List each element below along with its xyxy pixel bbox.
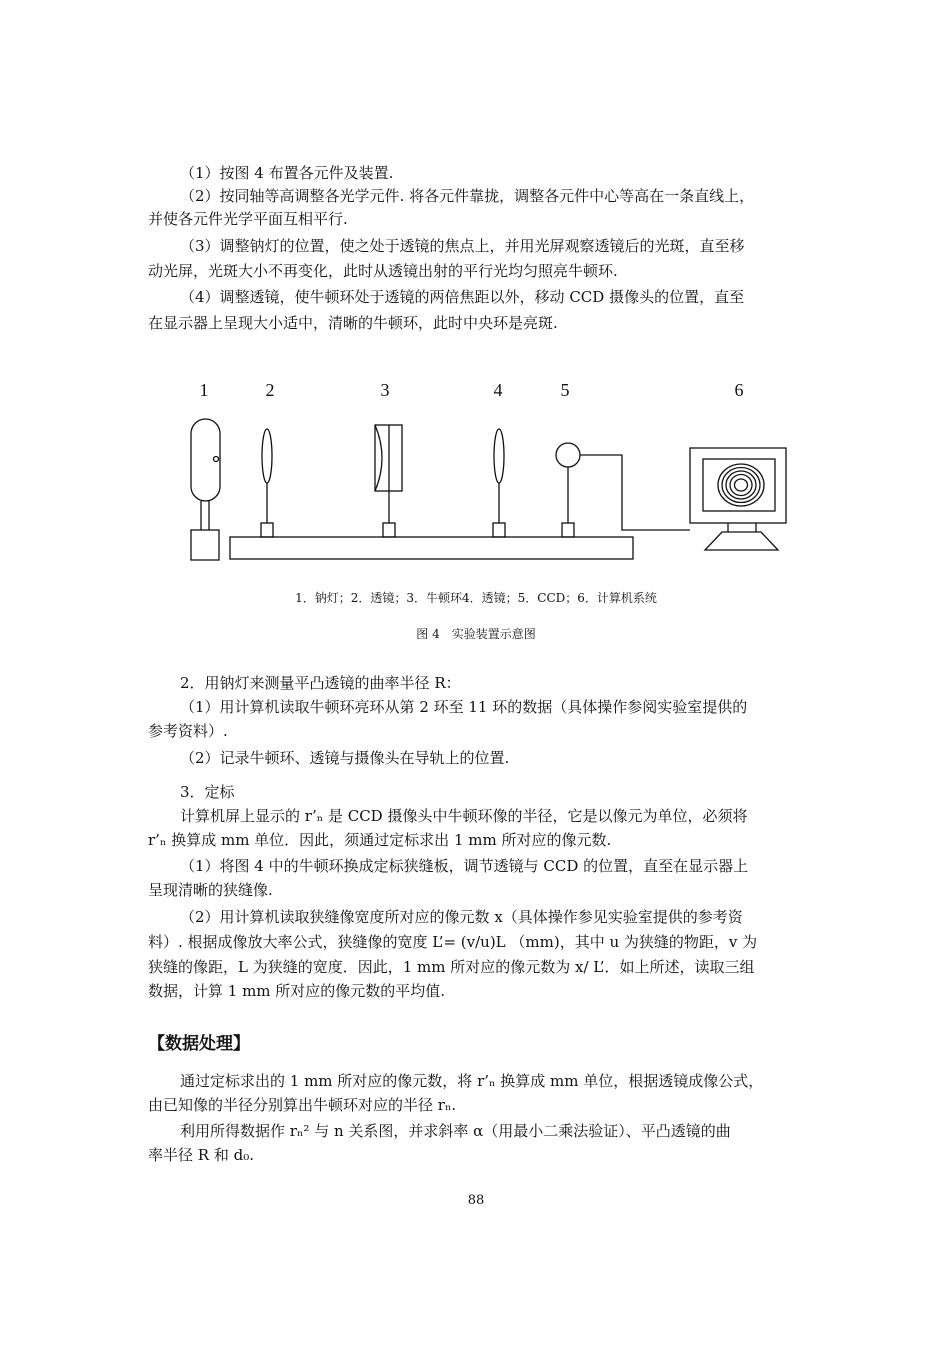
section-3-p2-line-1: （2）用计算机读取狭缝像宽度所对应的像元数 x（具体操作参见实验室提供的参考资 — [180, 908, 743, 926]
step-1: （1）按图 4 布置各元件及装置. — [180, 164, 394, 182]
figure-caption: 图 4 实验装置示意图 — [416, 627, 536, 641]
ccd-camera — [556, 443, 690, 537]
section-3-p2-line-3: 狭缝的像距，L 为狭缝的宽度．因此，1 mm 所对应的像元数为 x/ L’．如上所述，读取三组 — [148, 958, 755, 976]
section-3-p2-line-4: 数据，计算 1 mm 所对应的像元数的平均值. — [148, 982, 446, 1000]
component-label-4: 4 — [493, 380, 503, 400]
component-label-6: 6 — [734, 380, 744, 400]
section-3-p1-line-2: 呈现清晰的狭缝像. — [148, 881, 273, 899]
step-2-line-1: （2）按同轴等高调整各光学元件. 将各元件靠拢，调整各元件中心等高在一条直线上， — [180, 187, 755, 205]
lens-4 — [493, 429, 505, 537]
component-label-3: 3 — [380, 380, 390, 400]
section-3-p1-line-1: （1）将图 4 中的牛顿环换成定标狭缝板，调节透镜与 CCD 的位置，直至在显示器上 — [180, 857, 749, 875]
apparatus-diagram — [0, 370, 952, 570]
data-processing-heading: 【数据处理】 — [148, 1034, 250, 1054]
section-2-p1-line-2: 参考资料）. — [148, 722, 228, 740]
section-3-title: 3．定标 — [180, 783, 235, 801]
newton-rings — [375, 425, 402, 537]
component-label-1: 1 — [199, 380, 209, 400]
lens-2 — [261, 429, 273, 537]
figure-legend: 1．钠灯；2．透镜；3．牛顿环4．透镜；5．CCD；6．计算机系统 — [295, 591, 657, 605]
data-p2-line-1: 利用所得数据作 rₙ² 与 n 关系图，并求斜率 α（用最小二乘法验证）、平凸透镜的曲 — [180, 1122, 731, 1140]
component-label-2: 2 — [265, 380, 275, 400]
step-4-line-2: 在显示器上呈现大小适中，清晰的牛顿环，此时中央环是亮斑. — [148, 314, 558, 332]
section-2-p1-line-1: （1）用计算机读取牛顿环亮环从第 2 环至 11 环的数据（具体操作参阅实验室提供的 — [180, 698, 748, 716]
page-number: 88 — [467, 1193, 485, 1208]
step-4-line-1: （4）调整透镜，使牛顿环处于透镜的两倍焦距以外，移动 CCD 摄像头的位置，直至 — [180, 288, 745, 306]
step-3-line-1: （3）调整钠灯的位置，使之处于透镜的焦点上，并用光屏观察透镜后的光斑，直至移 — [180, 237, 745, 255]
section-2-title: 2．用钠灯来测量平凸透镜的曲率半径 R： — [180, 674, 461, 692]
step-3-line-2: 动光屏，光斑大小不再变化，此时从透镜出射的平行光均匀照亮牛顿环. — [148, 262, 618, 280]
step-2-line-2: 并使各元件光学平面互相平行. — [148, 210, 348, 228]
section-2-p2: （2）记录牛顿环、透镜与摄像头在导轨上的位置. — [180, 749, 510, 767]
section-3-p2-line-2: 料）. 根据成像放大率公式，狭缝像的宽度 L’= (v/u)L （mm)，其中 u 为狭缝的物距，v 为 — [148, 933, 758, 951]
computer-monitor — [690, 448, 786, 550]
sodium-lamp — [191, 419, 220, 560]
data-p1-line-2: 由已知像的半径分别算出牛顿环对应的半径 rₙ. — [148, 1096, 457, 1114]
data-p1-line-1: 通过定标求出的 1 mm 所对应的像元数，将 r’ₙ 换算成 mm 单位，根据透镜成像公式， — [180, 1072, 764, 1090]
component-label-5: 5 — [560, 380, 570, 400]
optical-rail — [230, 537, 633, 559]
section-3-line-2: r’ₙ 换算成 mm 单位．因此，须通过定标求出 1 mm 所对应的像元数. — [148, 831, 612, 849]
section-3-line-1: 计算机屏上显示的 r’ₙ 是 CCD 摄像头中牛顿环像的半径，它是以像元为单位，必须将 — [180, 807, 748, 825]
data-p2-line-2: 率半径 R 和 d₀. — [148, 1146, 254, 1164]
